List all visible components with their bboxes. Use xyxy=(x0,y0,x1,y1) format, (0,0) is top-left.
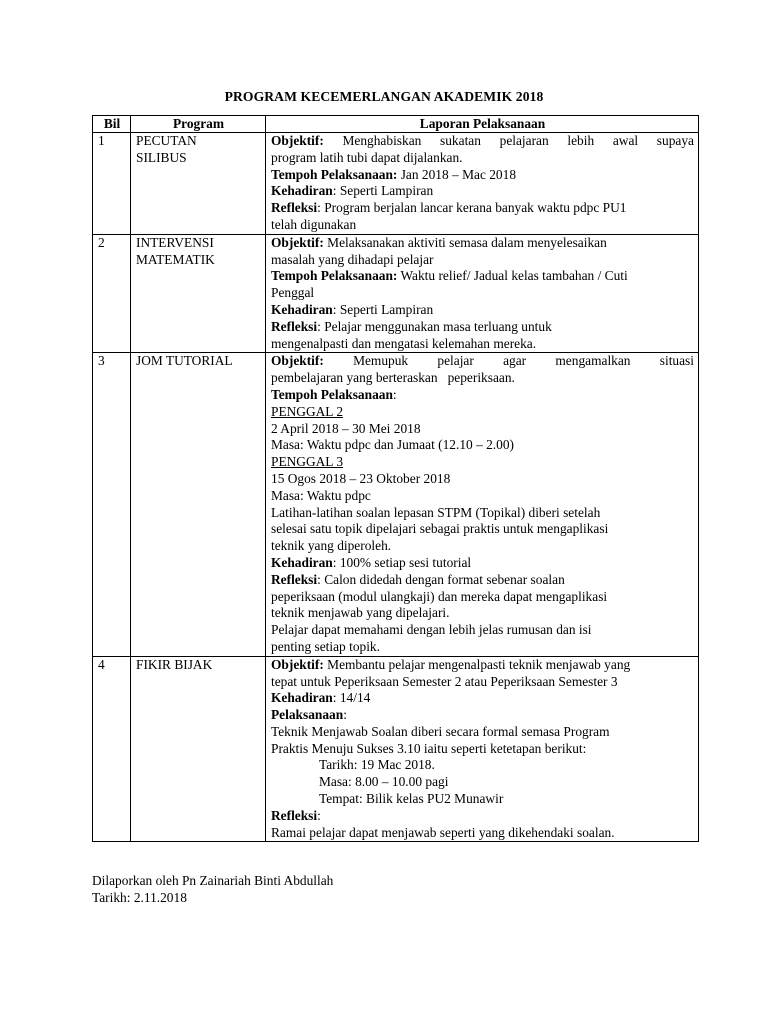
row-number: 2 xyxy=(93,234,131,353)
objektif-label: Objektif: xyxy=(271,656,324,672)
refleksi-colon: : xyxy=(317,807,321,823)
row-number: 1 xyxy=(93,133,131,235)
penggal-3-label: PENGGAL 3 xyxy=(271,454,344,470)
refleksi-text-cont: telah digunakan xyxy=(271,216,357,232)
tempoh-text: Waktu relief/ Jadual kelas tambahan / Cuti xyxy=(397,268,628,284)
objektif-label: Objektif: xyxy=(271,353,324,369)
latihan-text: teknik yang diperoleh. xyxy=(271,538,392,554)
refleksi-label: Refleksi xyxy=(271,318,318,334)
latihan-text: selesai satu topik dipelajari sebagai praktis untuk mengaplikasi xyxy=(271,521,609,537)
pelaksanaan-text: Teknik Menjawab Soalan diberi secara formal semasa Program xyxy=(271,723,610,739)
penggal-2-dates: 2 April 2018 – 30 Mei 2018 xyxy=(271,420,421,436)
row-number: 3 xyxy=(93,353,131,656)
refleksi-text-cont: penting setiap topik. xyxy=(271,638,380,654)
penggal-3-dates: 15 Ogos 2018 – 23 Oktober 2018 xyxy=(271,470,451,486)
table-header-row xyxy=(93,116,699,133)
pelaksanaan-label: Pelaksanaan xyxy=(271,707,344,723)
objektif-text-cont: masalah yang dihadapi pelajar xyxy=(271,251,434,267)
report-date: Tarikh: 2.11.2018 xyxy=(92,890,187,905)
program-name: FIKIR BIJAK xyxy=(131,656,266,842)
program-name: JOM TUTORIAL xyxy=(131,353,266,656)
tarikh-text: Tarikh: 19 Mac 2018. xyxy=(319,757,435,773)
objektif-text: Membantu pelajar mengenalpasti teknik menjawab yang xyxy=(323,656,631,672)
refleksi-label: Refleksi xyxy=(271,200,318,216)
header-laporan: Laporan Pelaksanaan xyxy=(266,116,699,133)
refleksi-label: Refleksi xyxy=(271,571,318,587)
refleksi-text-cont: Pelajar dapat memahami dengan lebih jelas rumusan dan isi xyxy=(271,622,592,638)
tempoh-text-cont: Penggal xyxy=(271,285,315,301)
kehadiran-text: : Seperti Lampiran xyxy=(332,183,434,199)
tempat-text: Tempat: Bilik kelas PU2 Munawir xyxy=(319,791,504,807)
tempoh-label: Tempoh Pelaksanaan: xyxy=(271,166,398,182)
report-footer xyxy=(92,873,333,907)
report-cell xyxy=(266,234,699,353)
kehadiran-label: Kehadiran xyxy=(271,690,333,706)
report-cell xyxy=(266,133,699,235)
row-number: 4 xyxy=(93,656,131,842)
penggal-3-masa: Masa: Waktu pdpc xyxy=(271,487,371,503)
refleksi-text: : Pelajar menggunakan masa terluang untuk xyxy=(317,318,552,334)
objektif-label: Objektif: xyxy=(271,133,324,148)
kehadiran-text: : Seperti Lampiran xyxy=(332,301,434,317)
latihan-text: Latihan-latihan soalan lepasan STPM (Topikal) diberi setelah xyxy=(271,504,601,520)
tempoh-label: Tempoh Pelaksanaan: xyxy=(271,268,398,284)
table-row xyxy=(93,353,699,656)
tempoh-text: Jan 2018 – Mac 2018 xyxy=(397,166,517,182)
refleksi-text: Ramai pelajar dapat menjawab seperti yang dikehendaki soalan. xyxy=(271,824,615,840)
objektif-label: Objektif: xyxy=(271,234,324,250)
refleksi-text: : Program berjalan lancar kerana banyak waktu pdpc PU1 xyxy=(317,200,627,216)
reported-by: Dilaporkan oleh Pn Zainariah Binti Abdullah xyxy=(92,873,334,888)
objektif-text-cont: pembelajaran yang berteraskan peperiksaan. xyxy=(271,370,515,386)
tempoh-colon: : xyxy=(392,386,397,402)
masa-text: Masa: 8.00 – 10.00 pagi xyxy=(319,774,449,790)
report-cell xyxy=(266,353,699,656)
refleksi-text-cont: teknik menjawab yang dipelajari. xyxy=(271,605,450,621)
penggal-2-masa: Masa: Waktu pdpc dan Jumaat (12.10 – 2.00) xyxy=(271,437,515,453)
penggal-2-label: PENGGAL 2 xyxy=(271,403,344,419)
document-title: PROGRAM KECEMERLANGAN AKADEMIK 2018 xyxy=(224,89,544,104)
report-table xyxy=(92,115,699,842)
refleksi-label: Refleksi xyxy=(271,807,318,823)
pelaksanaan-text: Praktis Menuju Sukses 3.10 iaitu seperti ketetapan berikut: xyxy=(271,740,587,756)
header-bil: Bil xyxy=(93,116,131,133)
refleksi-text: : Calon didedah dengan format sebenar soalan xyxy=(317,571,565,587)
header-program: Program xyxy=(131,116,266,133)
table-row xyxy=(93,234,699,353)
kehadiran-label: Kehadiran xyxy=(271,554,333,570)
refleksi-text-cont: peperiksaan (modul ulangkaji) dan mereka dapat mengaplikasi xyxy=(271,588,608,604)
objektif-text: Menghabiskan sukatan pelajaran lebih awal supaya xyxy=(323,133,694,148)
kehadiran-label: Kehadiran xyxy=(271,301,333,317)
refleksi-text-cont: mengenalpasti dan mengatasi kelemahan mereka. xyxy=(271,335,537,351)
report-cell xyxy=(266,656,699,842)
program-name: PECUTAN SILIBUS xyxy=(131,133,266,235)
objektif-text: Memupuk pelajar agar mengamalkan situasi xyxy=(323,353,694,369)
tempoh-label: Tempoh Pelaksanaan xyxy=(271,386,393,402)
kehadiran-label: Kehadiran xyxy=(271,183,333,199)
pelaksanaan-colon: : xyxy=(343,707,347,723)
kehadiran-text: : 100% setiap sesi tutorial xyxy=(332,554,472,570)
program-name: INTERVENSI MATEMATIK xyxy=(131,234,266,353)
table-row xyxy=(93,133,699,235)
objektif-text-cont: program latih tubi dapat dijalankan. xyxy=(271,149,463,165)
objektif-text-cont: tepat untuk Peperiksaan Semester 2 atau Peperiksaan Semester 3 xyxy=(271,673,618,689)
objektif-text: Melaksanakan aktiviti semasa dalam menyelesaikan xyxy=(323,234,607,250)
table-row xyxy=(93,656,699,842)
kehadiran-text: : 14/14 xyxy=(332,690,371,706)
